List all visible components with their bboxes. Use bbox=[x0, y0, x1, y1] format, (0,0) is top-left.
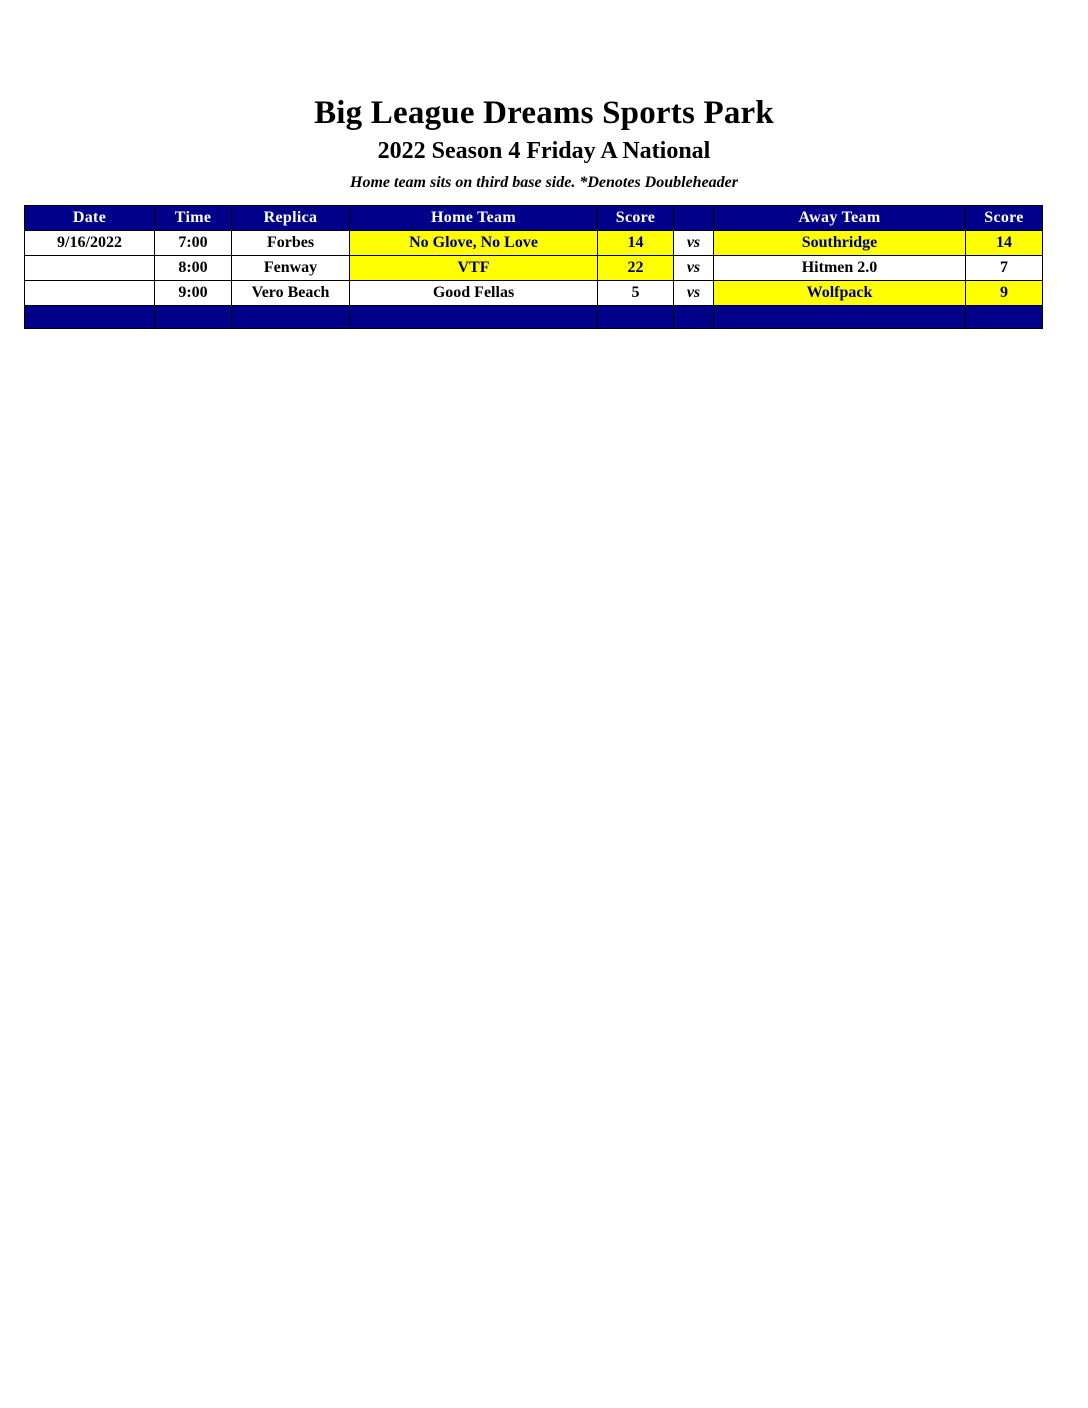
footer-cell-away-team bbox=[714, 306, 966, 329]
column-header-home-score: Score bbox=[598, 206, 674, 231]
cell-away-team: Hitmen 2.0 bbox=[714, 256, 966, 281]
column-header-date: Date bbox=[25, 206, 155, 231]
page-note: Home team sits on third base side. *Denotes Doubleheader bbox=[350, 174, 738, 191]
cell-away-score: 7 bbox=[966, 256, 1043, 281]
cell-away-team: Southridge bbox=[714, 231, 966, 256]
footer-cell-time bbox=[155, 306, 232, 329]
cell-date bbox=[25, 281, 155, 306]
cell-home-team: Good Fellas bbox=[350, 281, 598, 306]
table-row bbox=[25, 256, 1043, 281]
footer-cell-home-score bbox=[598, 306, 674, 329]
footer-cell-vs bbox=[674, 306, 714, 329]
footer-cell-away-score bbox=[966, 306, 1043, 329]
cell-time: 8:00 bbox=[155, 256, 232, 281]
column-header-away-score: Score bbox=[966, 206, 1043, 231]
column-header-home-team: Home Team bbox=[350, 206, 598, 231]
footer-cell-replica bbox=[232, 306, 350, 329]
footer-cell-home-team bbox=[350, 306, 598, 329]
table-footer-row bbox=[25, 306, 1043, 329]
column-header-replica: Replica bbox=[232, 206, 350, 231]
page-subtitle: 2022 Season 4 Friday A National bbox=[377, 138, 711, 164]
title-block bbox=[0, 0, 1088, 194]
cell-replica: Fenway bbox=[232, 256, 350, 281]
column-header-time: Time bbox=[155, 206, 232, 231]
column-header-away-team: Away Team bbox=[714, 206, 966, 231]
cell-replica: Vero Beach bbox=[232, 281, 350, 306]
cell-time: 7:00 bbox=[155, 231, 232, 256]
cell-home-team: No Glove, No Love bbox=[350, 231, 598, 256]
column-header-vs bbox=[674, 206, 714, 231]
cell-home-team: VTF bbox=[350, 256, 598, 281]
schedule-table bbox=[24, 205, 1043, 329]
page-title: Big League Dreams Sports Park bbox=[314, 95, 774, 131]
cell-date: 9/16/2022 bbox=[25, 231, 155, 256]
cell-replica: Forbes bbox=[232, 231, 350, 256]
table-header-row bbox=[25, 206, 1043, 231]
cell-time: 9:00 bbox=[155, 281, 232, 306]
cell-away-score: 14 bbox=[966, 231, 1043, 256]
table-row bbox=[25, 281, 1043, 306]
cell-away-score: 9 bbox=[966, 281, 1043, 306]
cell-vs: vs bbox=[674, 256, 714, 281]
cell-home-score: 14 bbox=[598, 231, 674, 256]
schedule-table-container bbox=[24, 205, 1042, 329]
cell-vs: vs bbox=[674, 231, 714, 256]
cell-away-team: Wolfpack bbox=[714, 281, 966, 306]
footer-cell-date bbox=[25, 306, 155, 329]
cell-vs: vs bbox=[674, 281, 714, 306]
table-row bbox=[25, 231, 1043, 256]
cell-home-score: 22 bbox=[598, 256, 674, 281]
cell-home-score: 5 bbox=[598, 281, 674, 306]
cell-date bbox=[25, 256, 155, 281]
